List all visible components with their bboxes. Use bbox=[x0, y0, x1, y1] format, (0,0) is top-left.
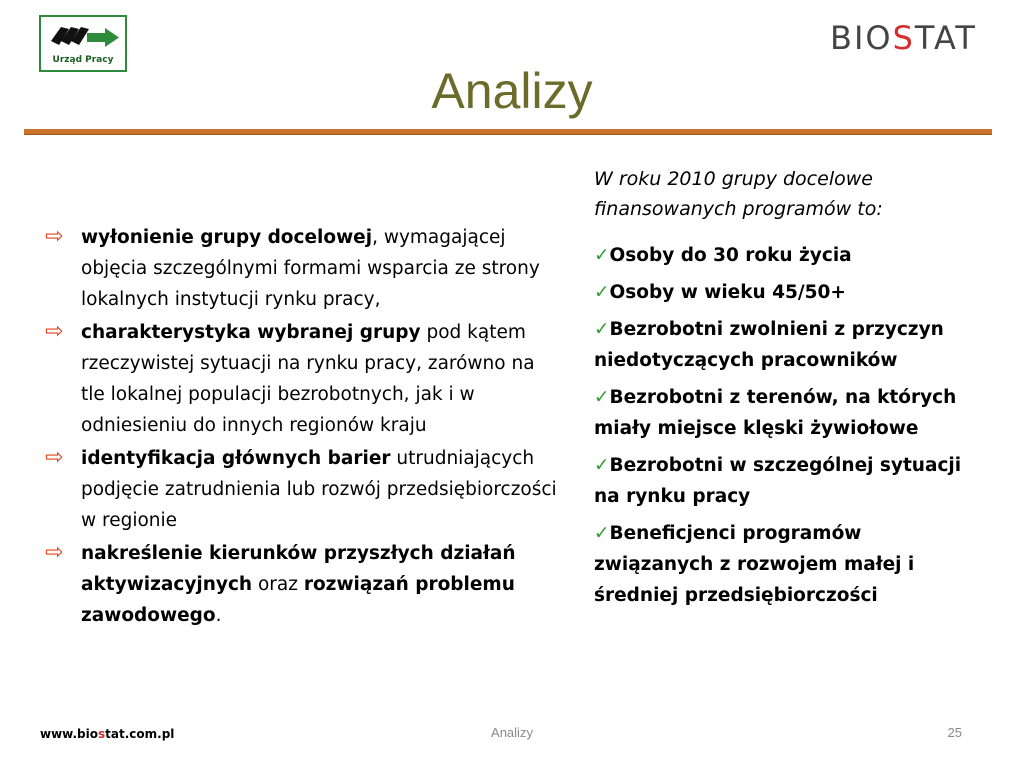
right-intro: W roku 2010 grupy docelowe finansowanych programów to: bbox=[594, 168, 883, 220]
checkmark-icon: ✓ bbox=[594, 282, 610, 303]
checkmark-icon: ✓ bbox=[594, 245, 610, 266]
footer-url-part2: s bbox=[98, 727, 106, 741]
bullet-item-4-bold: nakreślenie kierunków przyszłych działań aktywizacyjnych bbox=[81, 543, 516, 595]
biostat-logo-part2: S bbox=[892, 19, 915, 57]
footer-section-title: Analizy bbox=[491, 725, 533, 740]
check-item-6-text: Beneficjenci programów związanych z rozwojem małej i średniej przedsiębiorczości bbox=[594, 523, 915, 606]
checkmark-icon: ✓ bbox=[594, 319, 610, 340]
bullet-item-2-text: pod kątem rzeczywistej sytuacji na rynku pracy, zarówno na tle lokalnej populacji bezrobotnych, jak i w odniesieniu do innych regionów kraju bbox=[81, 322, 535, 436]
bullet-item-3 bbox=[43, 443, 563, 536]
check-item-2-text: Osoby w wieku 45/50+ bbox=[609, 282, 846, 303]
check-item-5 bbox=[594, 450, 984, 512]
arrow-right-icon: ⇨ bbox=[45, 224, 64, 249]
arrow-right-icon: ⇨ bbox=[45, 540, 64, 565]
checkmark-icon: ✓ bbox=[594, 523, 610, 544]
right-column bbox=[594, 164, 984, 617]
bullet-item-1 bbox=[43, 222, 563, 315]
arrow-right-icon: ⇨ bbox=[45, 319, 64, 344]
bullet-item-4-bold2: rozwiązań problemu zawodowego bbox=[81, 574, 515, 626]
check-item-1-text: Osoby do 30 roku życia bbox=[609, 245, 852, 266]
footer-url-part3: tat.com.pl bbox=[105, 727, 175, 741]
biostat-logo-part1: BIO bbox=[830, 19, 893, 57]
bullet-item-3-bold: identyfikacja głównych barier bbox=[81, 448, 391, 469]
urzad-pracy-text: Urząd Pracy bbox=[52, 55, 114, 65]
check-item-2 bbox=[594, 277, 984, 308]
bullet-item-1-text: , wymagającej objęcia szczególnymi formami wsparcia ze strony lokalnych instytucji rynku pracy, bbox=[81, 227, 540, 310]
check-item-1 bbox=[594, 240, 984, 271]
page-number: 25 bbox=[947, 725, 962, 740]
bullet-item-2-bold: charakterystyka wybranej grupy bbox=[81, 322, 421, 343]
checkmark-icon: ✓ bbox=[594, 455, 610, 476]
bullet-item-3-text: utrudniających podjęcie zatrudnienia lub rozwój przedsiębiorczości w regionie bbox=[81, 448, 557, 531]
check-item-6 bbox=[594, 518, 984, 611]
check-item-5-text: Bezrobotni w szczególnej sytuacji na rynku pracy bbox=[594, 455, 962, 507]
check-item-3-text: Bezrobotni zwolnieni z przyczyn niedotyczących pracowników bbox=[594, 319, 944, 371]
bullet-item-2 bbox=[43, 317, 563, 441]
biostat-logo bbox=[830, 18, 977, 58]
urzad-pracy-cards-icon bbox=[47, 23, 121, 53]
slide-title: Analizy bbox=[431, 63, 593, 119]
title-divider bbox=[24, 129, 992, 135]
check-item-4-text: Bezrobotni z terenów, na których miały miejsce klęski żywiołowe bbox=[594, 387, 957, 439]
bullet-item-4 bbox=[43, 538, 563, 631]
arrow-right-icon: ⇨ bbox=[45, 445, 64, 470]
bullet-item-4-mid: oraz bbox=[252, 574, 304, 595]
bullet-item-4-end: . bbox=[215, 605, 222, 626]
biostat-logo-part3: TAT bbox=[914, 19, 977, 57]
checkmark-icon: ✓ bbox=[594, 387, 610, 408]
check-item-3 bbox=[594, 314, 984, 376]
left-bullet-list bbox=[43, 222, 563, 633]
footer-url-part1: www.bio bbox=[40, 727, 98, 741]
bullet-item-1-bold: wyłonienie grupy docelowej bbox=[81, 227, 373, 248]
check-item-4 bbox=[594, 382, 984, 444]
